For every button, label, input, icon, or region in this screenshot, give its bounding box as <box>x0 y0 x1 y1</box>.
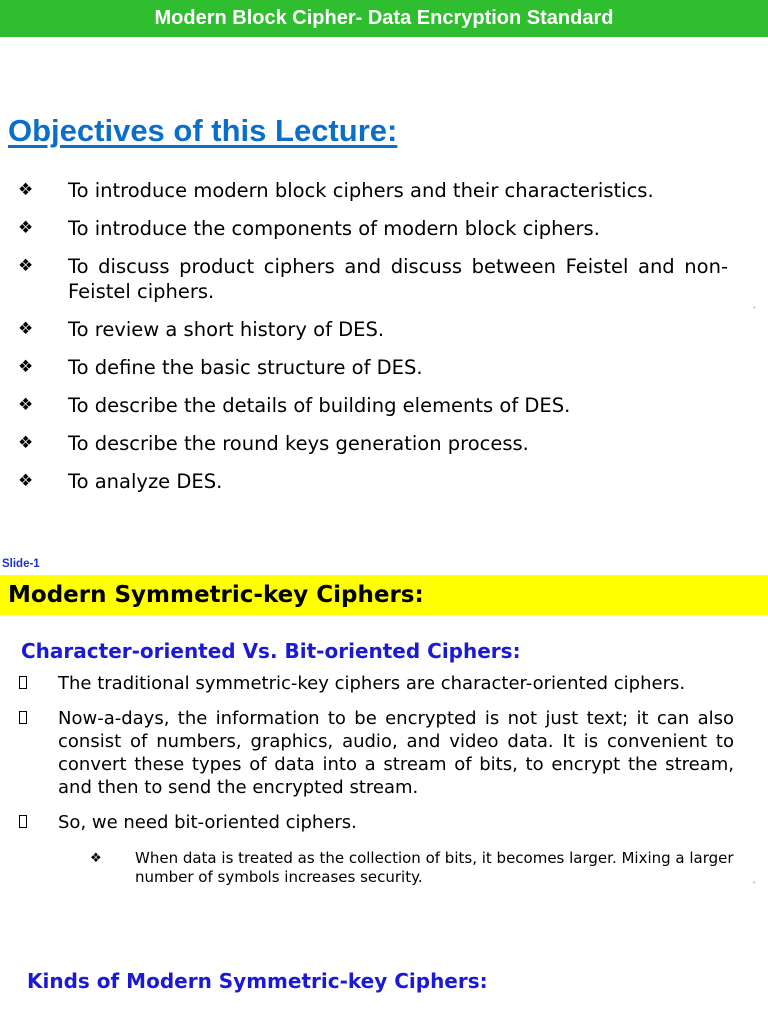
slide-label: Slide-1 <box>2 558 40 570</box>
objectives-list <box>0 178 768 494</box>
section-title-bar <box>0 575 768 615</box>
list-item: So, we need bit-oriented ciphers. <box>0 811 768 834</box>
diamond-bullet-icon: ❖ <box>18 471 34 491</box>
list-item: ❖ To introduce modern block ciphers and their characteristics. <box>18 179 654 202</box>
diamond-bullet-icon: ❖ <box>18 218 34 238</box>
diamond-bullet-icon: ❖ <box>18 395 34 415</box>
diamond-bullet-icon: ❖ <box>18 180 34 200</box>
kinds-heading: Kinds of Modern Symmetric-key Ciphers: <box>27 969 488 993</box>
diamond-bullet-icon: ❖ <box>90 851 102 866</box>
list-item: ❖ To define the basic structure of DES. <box>18 356 423 379</box>
box-bullet-icon <box>19 676 27 689</box>
header-title: Modern Block Cipher- Data Encryption Standard <box>154 7 614 29</box>
diamond-bullet-icon: ❖ <box>18 357 34 377</box>
diamond-bullet-icon: ❖ <box>18 319 34 339</box>
sub-point: ❖ When data is treated as the collection of bits, it becomes larger. Mixing a larger number of symbols increases security. <box>90 849 734 886</box>
list-item: ❖ To review a short history of DES. <box>18 318 385 341</box>
objectives-title: Objectives of this Lecture: <box>8 113 398 148</box>
diamond-bullet-icon: ❖ <box>18 433 34 453</box>
header-bar <box>0 0 768 37</box>
list-item: ❖ To analyze DES. <box>18 470 223 493</box>
paragraph-list <box>0 672 768 834</box>
margin-mark-icon: " <box>753 881 756 888</box>
section-title: Modern Symmetric-key Ciphers: <box>8 582 424 608</box>
margin-mark-icon: " <box>753 306 756 313</box>
list-item: ❖ To describe the details of building elements of DES. <box>18 394 571 417</box>
diamond-bullet-icon: ❖ <box>18 256 34 276</box>
list-item: Now-a-days, the information to be encrypted is not just text; it can also consist of numbers, graphics, audio, and video data. It is convenient to convert these types of data into a stream of bits, to encrypt the stream, and then to send the encrypted stream. <box>0 707 768 799</box>
list-item: The traditional symmetric-key ciphers are character-oriented ciphers. <box>0 672 768 695</box>
box-bullet-icon <box>19 815 27 828</box>
subsection-heading: Character-oriented Vs. Bit-oriented Ciphers: <box>21 639 521 663</box>
box-bullet-icon <box>19 711 27 724</box>
list-item: ❖ To discuss product ciphers and discuss between Feistel and non-Feistel ciphers. <box>18 255 728 303</box>
list-item: ❖ To introduce the components of modern block ciphers. <box>18 217 600 240</box>
list-item: ❖ To describe the round keys generation process. <box>18 432 529 455</box>
